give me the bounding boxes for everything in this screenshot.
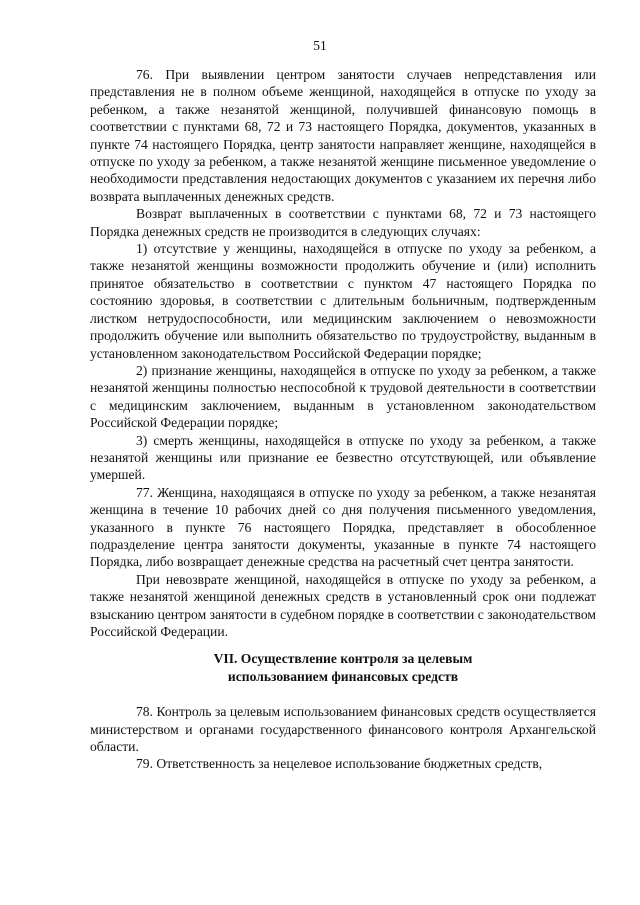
paragraph-refund-exceptions: Возврат выплаченных в соответствии с пунктами 68, 72 и 73 настоящего Порядка денежных средств не производится в следующих случаях: — [90, 206, 596, 239]
spacer — [90, 685, 596, 703]
paragraph-78: 78. Контроль за целевым использованием финансовых средств осуществляется министерством и органами государственного финансового контроля Архангельской области. — [90, 704, 596, 755]
list-item-1: 1) отсутствие у женщины, находящейся в отпуске по уходу за ребенком, а также незанятой женщины возможности продолжить обучение и (или) исполнить принятое обязательство в соответствии с пунктом 47 настоящего Порядка по состоянию здоровья, в соответствии с длительным больничным, подтвержденным листком нетрудоспособности, или медицинским заключением о невозможности продолжить обучение или выполнить обязательство по трудоустройству, выданным в установленном законодательством Российской Федерации порядке; — [90, 241, 596, 361]
paragraph-non-return: При невозврате женщиной, находящейся в отпуске по уходу за ребенком, а также незанятой женщиной денежных средств в установленный срок они подлежат взысканию центром занятости в судебном порядке в соответствии с законодательством Российской Федерации. — [90, 571, 596, 639]
paragraph-76: 76. При выявлении центром занятости случаев непредставления или представления не в полном объеме женщиной, находящейся в отпуске по уходу за ребенком, а также незанятой женщиной, получившей финансовую помощь в соответствии с пунктами 68, 72 и 73 настоящего Порядка, документов, указанных в пункте 74 настоящего Порядка, центр занятости направляет женщине, находящейся в отпуске по уходу за ребенком, а также незанятой женщине письменное уведомление о необходимости представления недостающих документов с указанием их перечня либо возврата выплаченных денежных средств. — [90, 67, 596, 204]
list-item-3: 3) смерть женщины, находящейся в отпуске по уходу за ребенком, а также незанятой женщины или признание ее безвестно отсутствующей, или объявление умершей. — [90, 432, 596, 483]
document-body — [90, 66, 596, 773]
paragraph-79: 79. Ответственность за нецелевое использование бюджетных средств, — [136, 756, 543, 772]
list-item-2: 2) признание женщины, находящейся в отпуске по уходу за ребенком, а также незанятой женщины полностью неспособной к трудовой деятельности в соответствии с медицинским заключением, выданным в установленном законодательством Российской Федерации порядке; — [90, 362, 596, 431]
page-number: 51 — [313, 38, 327, 53]
section-heading-line-2: использованием финансовых средств — [227, 668, 459, 684]
section-heading-line-1: VII. Осуществление контроля за целевым — [213, 651, 473, 667]
spacer — [90, 640, 596, 650]
paragraph-77: 77. Женщина, находящаяся в отпуске по уходу за ребенком, а также незанятая женщина в течение 10 рабочих дней со дня получения письменного уведомления, указанного в пункте 76 настоящего Порядка, представляет в обособленное подразделение центра занятости документы, указанные в пункте 74 настоящего Порядка, либо возвращает денежные средства на расчетный счет центра занятости. — [90, 484, 596, 570]
